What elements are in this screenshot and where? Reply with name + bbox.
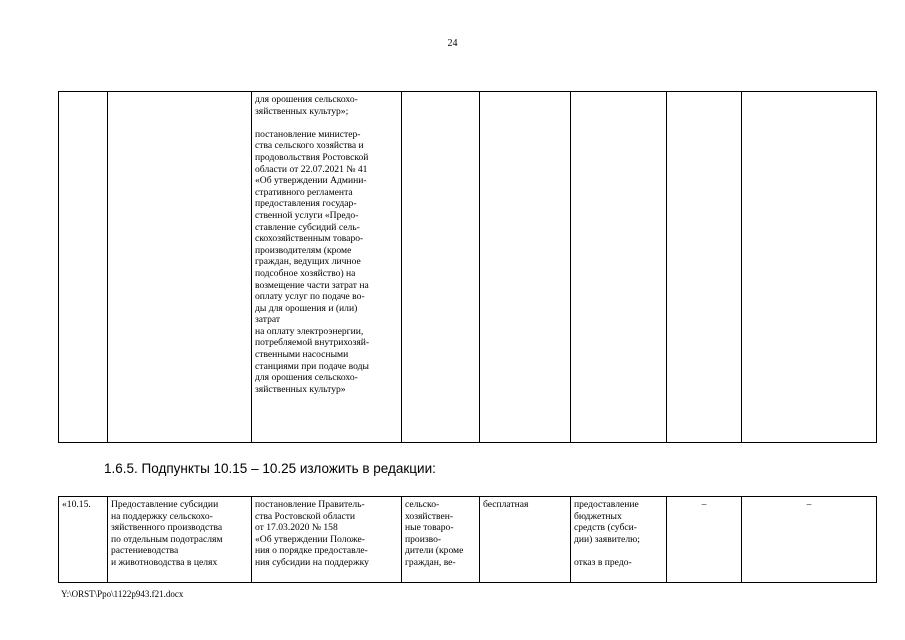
legal-act: постановление Правитель- ства Ростовской области от 17.03.2020 № 158 «Об утверждении Положе- ния о порядке предоставле- ния субсидии на поддержку: [252, 497, 402, 583]
dash-cell: –: [742, 497, 877, 583]
result: предоставление бюджетных средств (субси- дии) заявителю; отказ в предо-: [571, 497, 667, 583]
table-row: [59, 92, 877, 443]
table-cell: [571, 92, 667, 443]
table-amendment: [58, 496, 877, 583]
recipients: сельско- хозяйствен- ные товаро- произво- дители (кроме граждан, ве-: [402, 497, 480, 583]
row-number: «10.15.: [59, 497, 108, 583]
table-cell: [480, 92, 571, 443]
table-row: [59, 497, 877, 583]
table-continuation: [58, 91, 877, 443]
table-cell: [667, 92, 742, 443]
page-number: 24: [447, 38, 458, 49]
table-cell: [108, 92, 252, 443]
table-cell: [402, 92, 480, 443]
table-cell-legal-acts: для орошения сельскохо- зяйственных культур»; постановление министер- ства сельского хозяйства и продовольствия Ростовской области от 22.07.2021 № 41 «Об утверждении Админи- стративного регламента предоставления государ- ственной услуги «Предо- ставление субсидий сель- скохозяйственным товаро- производителям (кроме граждан, ведущих личное подсобное хозяйство) на возмещение части затрат на оплату услуг по подаче во- ды для орошения и (или) затрат на оплату электроэнергии, потребляемой внутрихозяй- ственными насосными станциями при подаче воды для орошения сельскохо- зяйственных культур»: [252, 92, 402, 443]
cost: бесплатная: [480, 497, 571, 583]
table-cell: [742, 92, 877, 443]
table-cell: [59, 92, 108, 443]
service-name: Предоставление субсидии на поддержку сельскохо- зяйственного производства по отдельным подотраслям растениеводства и животноводства в целях: [108, 497, 252, 583]
footer-file-path: Y:\ORST\Ppo\1122p943.f21.docx: [61, 589, 184, 599]
amendment-instruction: 1.6.5. Подпункты 10.15 – 10.25 изложить в редакции:: [104, 461, 436, 476]
dash-cell: –: [667, 497, 742, 583]
